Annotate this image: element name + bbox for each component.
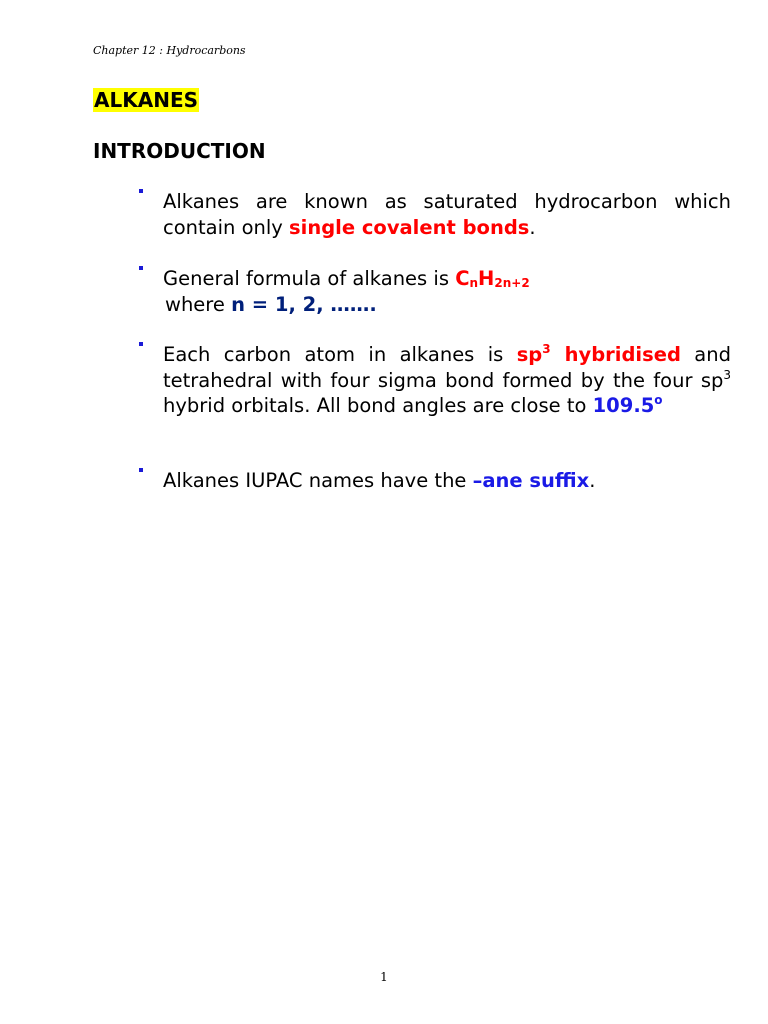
bullet-icon	[139, 468, 143, 472]
single-covalent-bonds-highlight: single covalent bonds	[289, 215, 530, 239]
where-value: n = 1, 2, …….	[231, 292, 377, 316]
degree-symbol: o	[654, 393, 663, 407]
bullet-text-plain: Each carbon atom in alkanes is	[163, 343, 517, 366]
bullet-text	[163, 266, 731, 317]
bullet-icon	[139, 342, 143, 346]
hybridised-label: hybridised	[550, 343, 681, 366]
page-title	[93, 86, 199, 114]
formula-n-subscript: n	[469, 276, 479, 290]
bullet-text-mid2: hybrid orbitals. All bond angles are close to	[163, 394, 593, 417]
formula-h-subscript: 2n+2	[494, 276, 530, 290]
formula-c: C	[455, 267, 470, 290]
list-item-saturated	[139, 189, 731, 240]
bullet-text-plain: General formula of alkanes is	[163, 267, 456, 290]
bullet-icon	[139, 266, 143, 270]
bullet-text	[163, 342, 731, 419]
formula-h: H	[478, 267, 495, 290]
chapter-header: Chapter 12 : Hydrocarbons	[93, 44, 246, 57]
bullet-text-mid: and tetrahedral with four sigma bond formed by the four sp	[163, 343, 731, 392]
bullet-text	[163, 189, 731, 240]
list-item-hybridisation	[139, 342, 731, 419]
list-item-iupac-suffix	[139, 468, 731, 494]
sp3-label: sp	[516, 343, 543, 366]
where-label: where	[165, 292, 232, 316]
page-number: 1	[380, 970, 388, 984]
title-highlight: ALKANES	[94, 88, 199, 112]
ane-suffix-highlight: –ane suffix	[472, 469, 590, 492]
formula-where-line	[163, 292, 731, 318]
bullet-text	[163, 468, 731, 494]
bullet-text-end: .	[529, 215, 536, 239]
bond-angle-value: 109.5	[592, 394, 655, 417]
bullet-text-end: .	[589, 469, 596, 492]
sp3-superscript: 3	[542, 342, 551, 356]
section-heading: INTRODUCTION	[93, 139, 266, 163]
bullet-text-plain: Alkanes IUPAC names have the	[163, 469, 473, 492]
sp3-orbital-superscript: 3	[723, 367, 731, 382]
list-item-general-formula	[139, 266, 731, 317]
bullet-text-plain: Alkanes are known as saturated hydrocarbon which contain only	[163, 190, 731, 239]
bullet-icon	[139, 189, 143, 193]
